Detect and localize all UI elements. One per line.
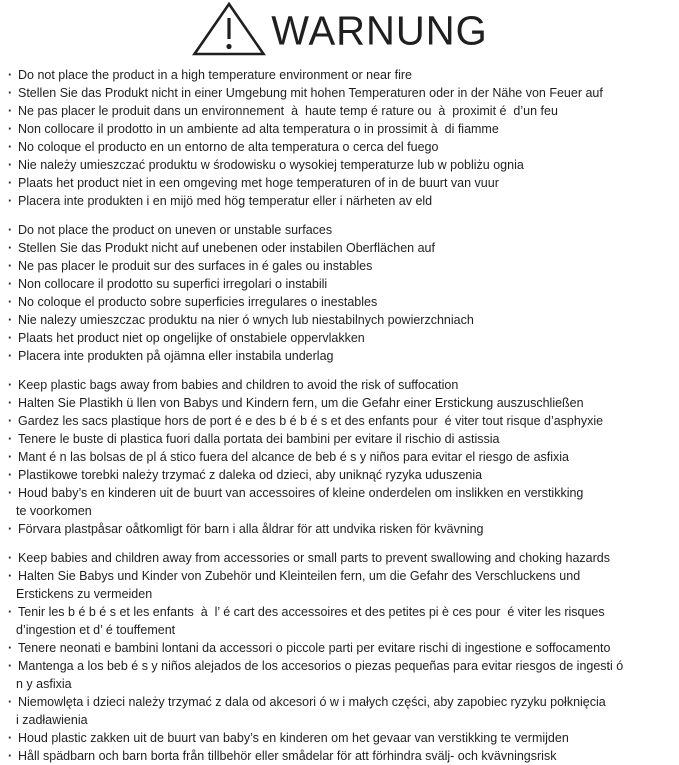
warning-item bbox=[0, 239, 679, 257]
warning-line: · Placera inte produkten på ojämna eller instabila underlag bbox=[0, 347, 679, 365]
warning-item bbox=[0, 275, 679, 293]
warning-line: d’ingestion et d’ é touffement bbox=[16, 623, 176, 637]
warning-line: · Placera inte produkten i en mijö med hög temperatur eller i närheten av eld bbox=[0, 192, 679, 210]
page-title: WARNUNG bbox=[271, 8, 488, 54]
warning-item bbox=[0, 102, 679, 120]
warning-line: · Non collocare il prodotto in un ambiente ad alta temperatura o in prossimit à di fiamme bbox=[0, 120, 679, 138]
warning-triangle-icon bbox=[191, 1, 267, 62]
warning-line: · Do not place the product on uneven or unstable surfaces bbox=[0, 221, 679, 239]
warning-line: · Stellen Sie das Produkt nicht in einer Umgebung mit hohen Temperaturen oder in der Nähe von Feuer auf bbox=[0, 84, 679, 102]
warning-line: · Nie nalezy umieszczac produktu na nier ó wnych lub niestabilnych powierzchniach bbox=[0, 311, 679, 329]
warning-item bbox=[0, 549, 679, 567]
warning-item bbox=[0, 221, 679, 239]
warning-item bbox=[0, 376, 679, 394]
warning-item bbox=[0, 174, 679, 192]
warning-section-uneven-unstable-surfaces bbox=[0, 221, 679, 365]
warning-item bbox=[0, 657, 679, 693]
warning-line: · Halten Sie Plastikh ü llen von Babys und Kindern fern, um die Gefahr einer Erstickung auszuschließen bbox=[0, 394, 679, 412]
warning-line: · Förvara plastpåsar oåtkomligt för barn i alla åldrar för att undvika risken för kvävning bbox=[0, 520, 679, 538]
warning-line: i zadławienia bbox=[16, 713, 88, 727]
warning-line: · Plaats het product niet in een omgeving met hoge temperaturen of in de buurt van vuur bbox=[0, 174, 679, 192]
warning-line: · Do not place the product in a high temperature environment or near fire bbox=[0, 66, 679, 84]
warning-item bbox=[0, 347, 679, 365]
warning-item bbox=[0, 520, 679, 538]
warning-item bbox=[0, 138, 679, 156]
warning-line: · Håll spädbarn och barn borta från tillbehör eller smådelar för att förhindra svälj- och kvävningsrisk bbox=[0, 747, 679, 765]
warning-section-small-parts-choking bbox=[0, 549, 679, 765]
warning-item bbox=[0, 412, 679, 430]
warning-line: · Mantenga a los beb é s y niños alejados de los accesorios o piezas pequeñas para evitar riesgos de ingesti ó bbox=[0, 657, 679, 675]
warning-line: n y asfixia bbox=[16, 677, 72, 691]
warning-item bbox=[0, 66, 679, 84]
warning-item bbox=[0, 293, 679, 311]
warning-item bbox=[0, 192, 679, 210]
warning-line: · Ne pas placer le produit dans un environnement à haute temp é rature ou à proximit é d’un feu bbox=[0, 102, 679, 120]
warning-line: · Ne pas placer le produit sur des surfaces in é gales ou instables bbox=[0, 257, 679, 275]
warning-item bbox=[0, 639, 679, 657]
warning-line: · Niemowlęta i dzieci należy trzymać z dala od akcesori ó w i małych części, aby zapobiec ryzyku połknięcia bbox=[0, 693, 679, 711]
warning-line: · Halten Sie Babys und Kinder von Zubehör und Kleinteilen fern, um die Gefahr des Verschluckens und bbox=[0, 567, 679, 585]
warning-line: Erstickens zu vermeiden bbox=[16, 587, 153, 601]
warning-line: · No coloque el producto en un entorno de alta temperatura o cerca del fuego bbox=[0, 138, 679, 156]
warning-item bbox=[0, 567, 679, 603]
warning-item bbox=[0, 693, 679, 729]
warning-line: · Tenere le buste di plastica fuori dalla portata dei bambini per evitare il rischio di astissia bbox=[0, 430, 679, 448]
warning-line: · Nie należy umieszczać produktu w środowisku o wysokiej temperaturze lub w pobliżu ognia bbox=[0, 156, 679, 174]
warning-line: · Houd baby’s en kinderen uit de buurt van accessoires of kleine onderdelen om inslikken en verstikking bbox=[0, 484, 679, 502]
warning-item bbox=[0, 430, 679, 448]
warning-item bbox=[0, 329, 679, 347]
warning-line: · Stellen Sie das Produkt nicht auf unebenen oder instabilen Oberflächen auf bbox=[0, 239, 679, 257]
warning-line: · Tenere neonati e bambini lontani da accessori o piccole parti per evitare rischi di ingestione e soffocamento bbox=[0, 639, 679, 657]
warning-line: · Houd plastic zakken uit de buurt van baby’s en kinderen om het gevaar van verstikking te vermijden bbox=[0, 729, 679, 747]
warning-item bbox=[0, 448, 679, 466]
warning-header bbox=[0, 0, 679, 60]
warning-item bbox=[0, 84, 679, 102]
warning-item bbox=[0, 394, 679, 412]
warning-line: · Plastikowe torebki należy trzymać z daleka od dzieci, aby uniknąć ryzyka uduszenia bbox=[0, 466, 679, 484]
warning-line: te voorkomen bbox=[16, 504, 92, 518]
warning-line: · Gardez les sacs plastique hors de port é e des b é b é s et des enfants pour é viter tout risque d’asphyxie bbox=[0, 412, 679, 430]
warning-line: · Tenir les b é b é s et les enfants à l’ é cart des accessoires et des petites pi è ces pour é viter les risques bbox=[0, 603, 679, 621]
warning-line: · Non collocare il prodotto su superfici irregolari o instabili bbox=[0, 275, 679, 293]
warning-item bbox=[0, 484, 679, 520]
warning-item bbox=[0, 156, 679, 174]
warning-line: · Mant é n las bolsas de pl á stico fuera del alcance de beb é s y niños para evitar el riesgo de asfixia bbox=[0, 448, 679, 466]
warning-item bbox=[0, 747, 679, 765]
warning-item bbox=[0, 466, 679, 484]
warning-section-plastic-bags-suffocation bbox=[0, 376, 679, 538]
warning-line: · Plaats het product niet op ongelijke of onstabiele oppervlakken bbox=[0, 329, 679, 347]
warning-line: · Keep babies and children away from accessories or small parts to prevent swallowing and choking hazards bbox=[0, 549, 679, 567]
warning-content bbox=[0, 60, 679, 765]
warning-item bbox=[0, 729, 679, 747]
warning-item bbox=[0, 120, 679, 138]
warning-line: · No coloque el producto sobre superficies irregulares o inestables bbox=[0, 293, 679, 311]
warning-line: · Keep plastic bags away from babies and children to avoid the risk of suffocation bbox=[0, 376, 679, 394]
warning-section-high-temperature-fire bbox=[0, 66, 679, 210]
warning-item bbox=[0, 257, 679, 275]
warning-item bbox=[0, 311, 679, 329]
warning-item bbox=[0, 603, 679, 639]
